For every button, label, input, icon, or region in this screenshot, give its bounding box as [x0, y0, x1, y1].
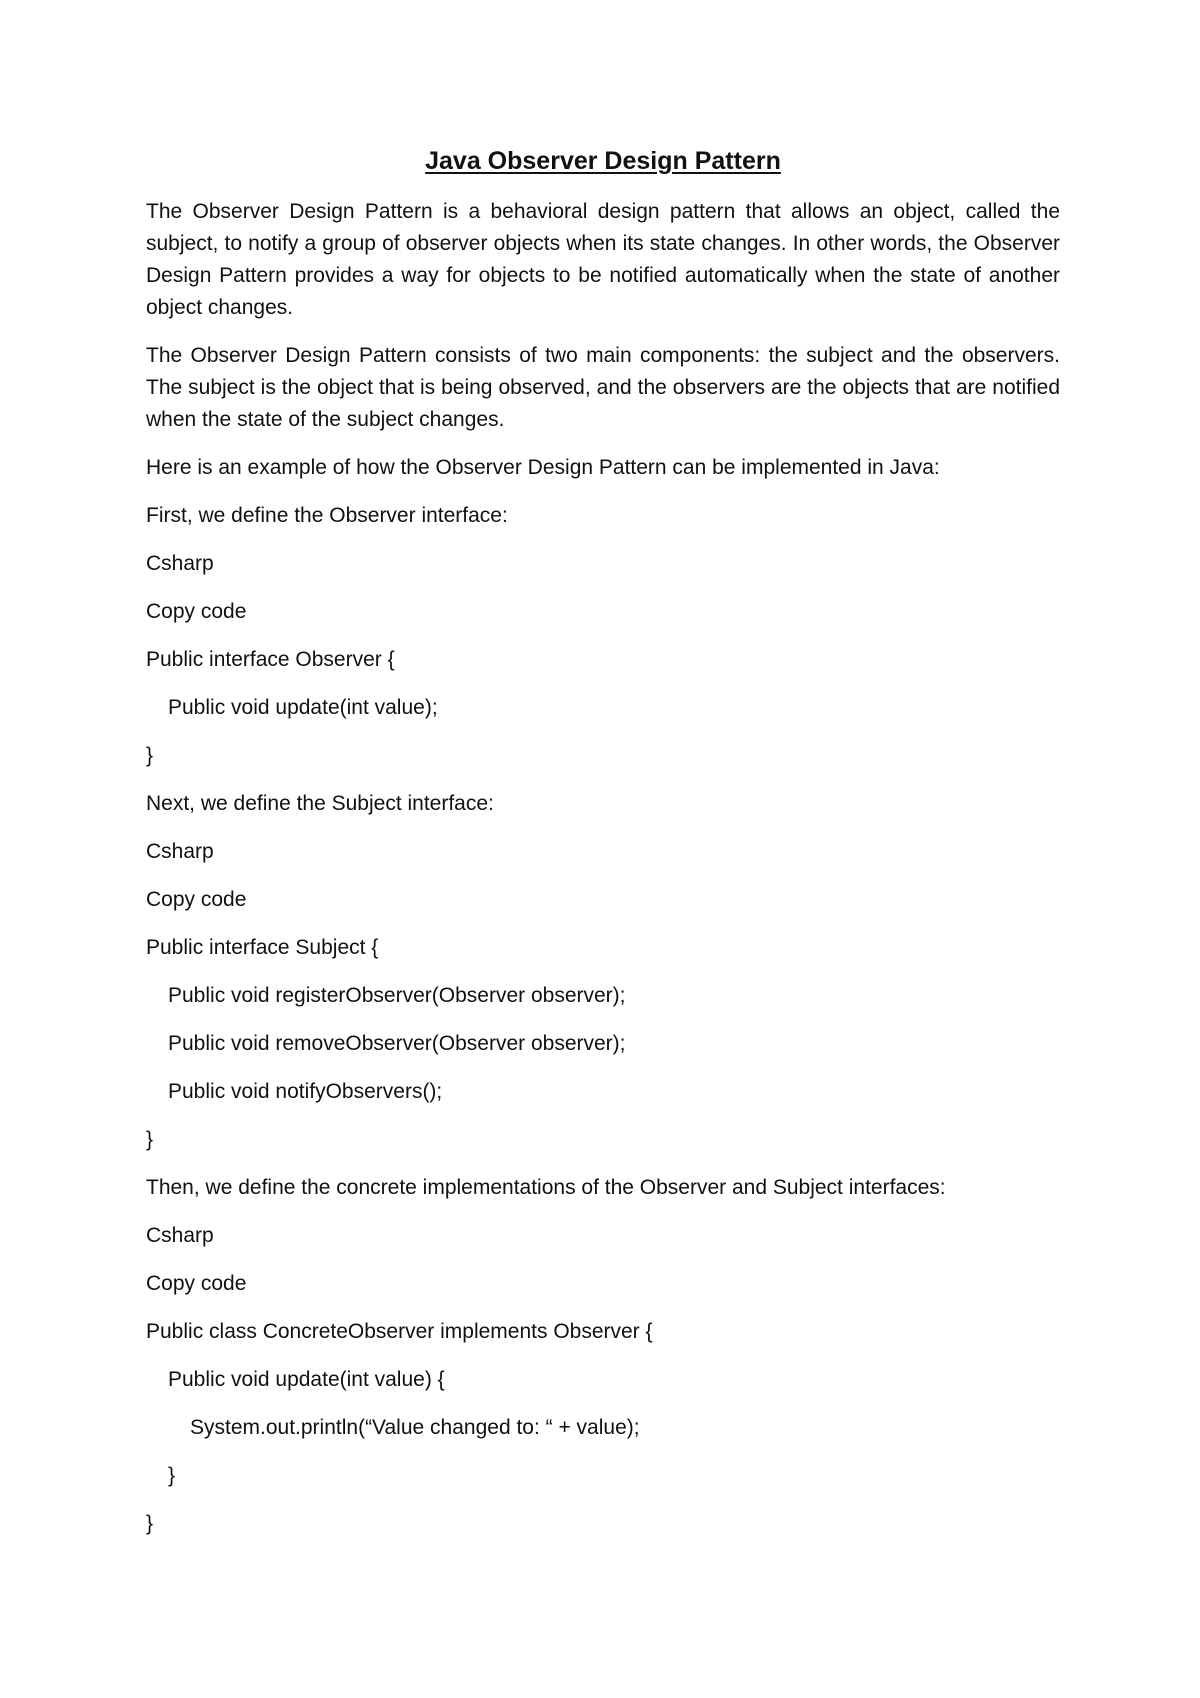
code-line: Public interface Subject { — [146, 936, 379, 959]
document-content — [146, 144, 1060, 1556]
code-line: Public void notifyObservers(); — [168, 1080, 443, 1103]
text-line: Next, we define the Subject interface: — [146, 792, 494, 815]
paragraph-intro: The Observer Design Pattern is a behavioral design pattern that allows an object, called the subject, to notify a group of observer objects when its state changes. In other words, the Observer Design Pattern provides a way for objects to be notified automatically when the state of another object changes. — [146, 200, 1060, 319]
text-line: Then, we define the concrete implementations of the Observer and Subject interfaces: — [146, 1176, 946, 1199]
code-line: } — [146, 744, 154, 767]
code-line: Public void registerObserver(Observer observer); — [168, 984, 626, 1007]
code-line: Public void update(int value) { — [168, 1368, 445, 1391]
document-title: Java Observer Design Pattern — [425, 147, 781, 175]
code-line: Public interface Observer { — [146, 648, 395, 671]
code-language-label: Csharp — [146, 552, 214, 575]
copy-code-label: Copy code — [146, 600, 247, 623]
code-line: } — [146, 1128, 154, 1151]
text-line: First, we define the Observer interface: — [146, 504, 508, 527]
text-line: Here is an example of how the Observer Design Pattern can be implemented in Java: — [146, 456, 940, 479]
code-line: Public void update(int value); — [168, 696, 438, 719]
code-line: Public class ConcreteObserver implements Observer { — [146, 1320, 653, 1343]
code-language-label: Csharp — [146, 840, 214, 863]
paragraph-components: The Observer Design Pattern consists of two main components: the subject and the observers. The subject is the object that is being observed, and the observers are the objects that are notified when the state of the subject changes. — [146, 344, 1060, 431]
code-language-label: Csharp — [146, 1224, 214, 1247]
code-line: System.out.println(“Value changed to: “ + value); — [190, 1416, 640, 1439]
copy-code-label: Copy code — [146, 888, 247, 911]
code-line: Public void removeObserver(Observer observer); — [168, 1032, 626, 1055]
copy-code-label: Copy code — [146, 1272, 247, 1295]
code-line: } — [168, 1464, 176, 1487]
code-line: } — [146, 1512, 154, 1535]
